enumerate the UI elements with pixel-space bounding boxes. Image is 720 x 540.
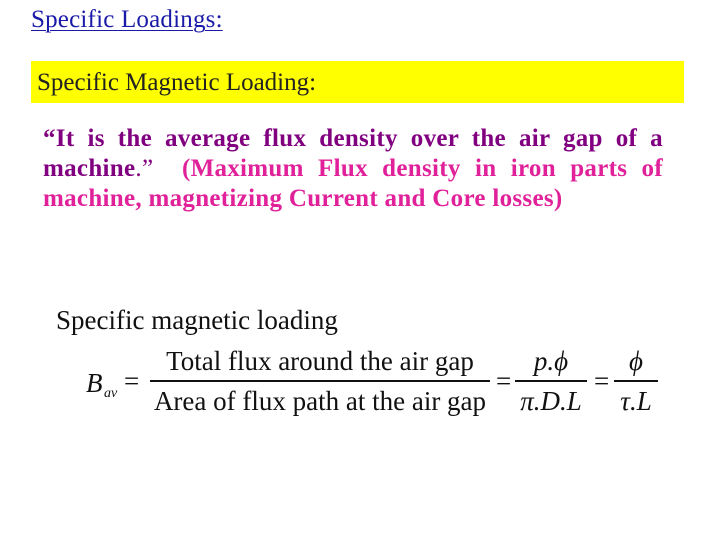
fraction-2-denominator: π.D.L bbox=[520, 386, 582, 416]
equals-sign-2: = bbox=[496, 366, 512, 396]
fraction-1-bar bbox=[150, 380, 490, 382]
fraction-2-bar bbox=[515, 380, 587, 382]
fraction-2-numerator: p.ϕ bbox=[533, 346, 569, 376]
band-label: Specific Magnetic Loading: bbox=[37, 69, 317, 96]
fraction-3-denominator: τ.L bbox=[620, 386, 652, 416]
b-symbol: B bbox=[86, 368, 103, 398]
definition-main: “It is the average flux density over the air gap of a machine bbox=[43, 125, 663, 182]
definition-close-quote: ” bbox=[141, 155, 154, 182]
slide-title: Specific Loadings: bbox=[31, 6, 223, 33]
b-subscript: av bbox=[104, 386, 118, 401]
fraction-3-numerator: ϕ bbox=[629, 346, 643, 376]
fraction-1-numerator: Total flux around the air gap bbox=[166, 346, 474, 376]
equals-sign-1: = bbox=[124, 366, 140, 396]
equals-sign-3: = bbox=[594, 366, 610, 396]
formula-heading: Specific magnetic loading bbox=[56, 305, 338, 335]
definition-note: (Maximum Flux density in iron parts of machine, magnetizing Current and Core losses) bbox=[43, 155, 663, 212]
definition-period: . bbox=[135, 155, 142, 182]
fraction-3-bar bbox=[614, 380, 658, 382]
fraction-1-denominator: Area of flux path at the air gap bbox=[153, 386, 487, 416]
